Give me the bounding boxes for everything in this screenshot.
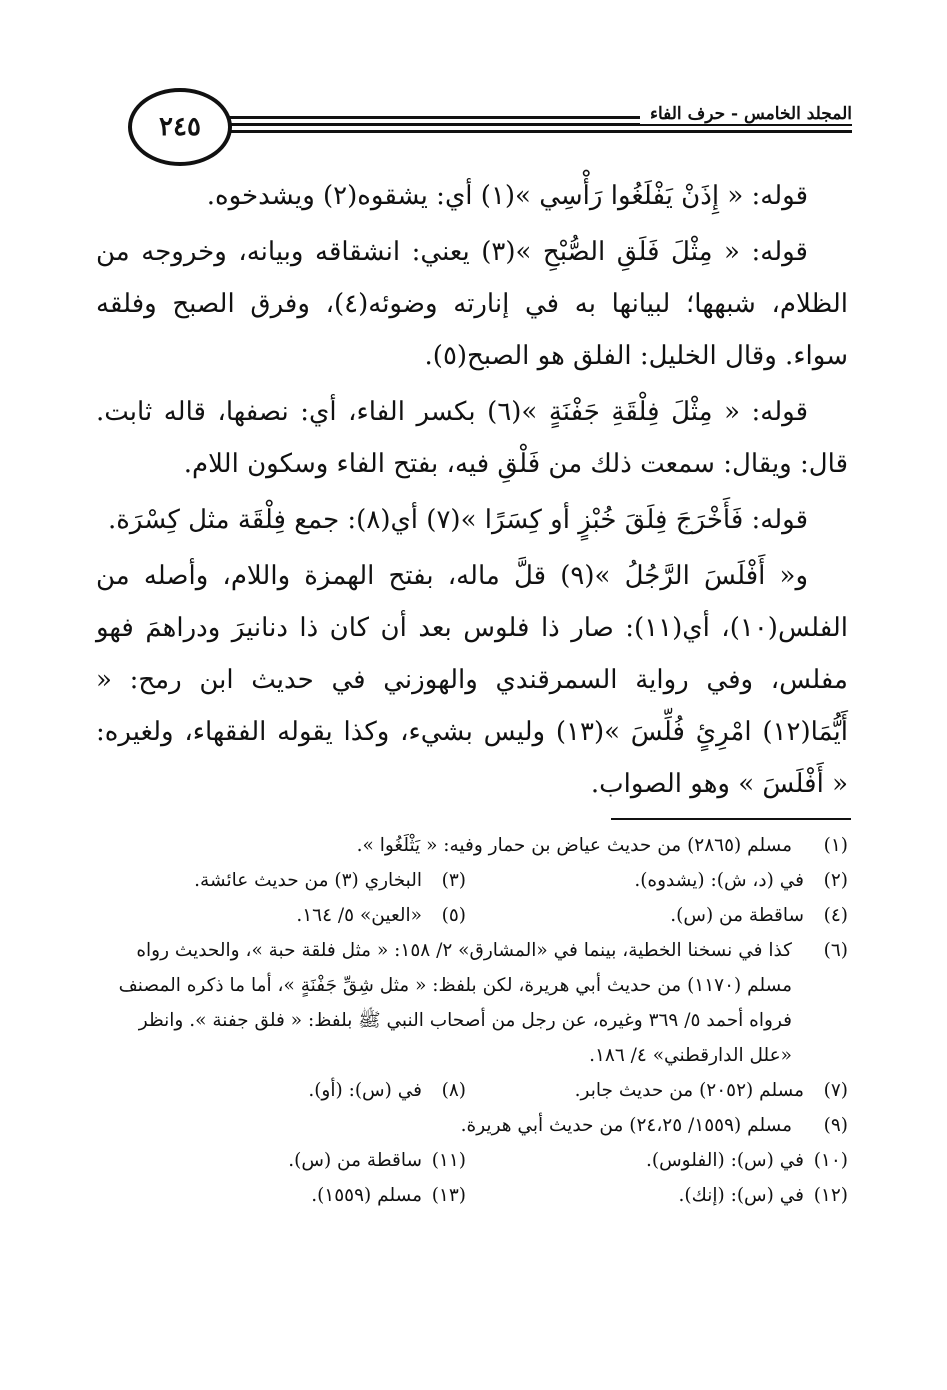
footnote-text: مسلم (٢٠٥٢) من حديث جابر. [574,1080,804,1101]
footnote-text: ساقطة من (س). [288,1150,422,1171]
footnote-number: (١١) [431,1150,466,1171]
footnote-text: ساقطة من (س). [670,905,804,926]
footnote [96,828,848,863]
running-header: المجلد الخامس - حرف الفاء [640,104,852,124]
footnote-number: (٩) [823,1115,848,1136]
footnote-number: (٣) [441,870,466,891]
footnote [96,933,848,1073]
footnote-number: (٧) [823,1080,848,1101]
main-text [96,170,848,814]
footnote-pair [96,863,848,898]
footnote-number: (١٠) [813,1150,848,1171]
page-number: ٢٤٥ [128,88,232,166]
footnote-number: (٢) [823,870,848,891]
paragraph: قوله: « إِذَنْ يَفْلَغُوا رَأْسِي »(١) أي: يشقوه(٢) ويشدخوه. [206,181,808,211]
footnote-number: (١٢) [813,1185,848,1206]
footnote-number: (٨) [441,1080,466,1101]
footnote-number: (٤) [823,905,848,926]
footnote-text: كذا في نسخنا الخطية، بينما في «المشارق» ٢/ ١٥٨: « مثل فلقة حبة »، والحديث رواه مسلم (١١٧٠) من حديث أبي هريرة، لكن بلفظ: « مثل شِقِّ جَفْنَةٍ »، أما ما ذكره المصنف فرواه أحمد ٥/ ٣٦٩ وغيره، عن رجل من أصحاب النبي ﷺ بلفظ: « فلق جفنة ». وانظر «علل الدارقطني» ٤/ ١٨٦. [118,940,792,1066]
footnote [96,1108,848,1143]
footnote-number: (١٣) [431,1185,466,1206]
footnote-divider [611,818,851,820]
paragraph: قوله: « مِثْلَ فِلْقَةِ جَفْنَةٍ »(٦) بكسر الفاء، أي: نصفها، قاله ثابت. قال: ويقال: سمعت ذلك من فَلْقِ فيه، بفتح الفاء وسكون اللام. [96,397,848,479]
footnote-text: مسلم (٢٨٦٥) من حديث عياض بن حمار وفيه: « يَثْلَغُوا ». [356,835,792,856]
footnote-text: في (س): (الفلوس). [646,1150,804,1171]
footnotes [96,828,848,1213]
paragraph: قوله: فَأَخْرَجَ فِلَقَ خُبْزٍ أو كِسَرًا »(٧) أي(٨): جمع فِلْقَة مثل كِسْرَة. [108,505,808,535]
paragraph: قوله: « مِثْلَ فَلَقِ الصُّبْحِ »(٣) يعني: انشقاقه وبيانه، وخروجه من الظلام، شبهها؛ لبيانها به في إنارته وضوئه(٤)، وفرق الصبح وفلقه سواء. وقال الخليل: الفلق هو الصبح(٥). [96,237,848,371]
footnote-pair [96,1073,848,1108]
footnote-pair [96,898,848,933]
footnote-pair [96,1178,848,1213]
footnote-text: في (س): (إنك). [678,1185,804,1206]
footnote-text: مسلم (١٥٥٩). [311,1185,422,1206]
paragraph: و« أَفْلَسَ الرَّجُلُ »(٩) قلَّ ماله، بفتح الهمزة واللام، وأصله من الفلس(١٠)، أي(١١): صار ذا فلوس بعد أن كان ذا دنانيرَ ودراهمَ فهو مفلس، وفي رواية السمرقندي والهوزني في حديث ابن رمح: « أَيُّمَا(١٢) امْرِئٍ فُلِّسَ »(١٣) وليس بشيء، وكذا يقوله الفقهاء، ولغيره: « أَفْلَسَ » وهو الصواب. [96,561,848,799]
page-header [100,86,852,166]
footnote-number: (٥) [441,905,466,926]
footnote-text: مسلم (١٥٥٩/ ٢٤،٢٥) من حديث أبي هريرة. [460,1115,792,1136]
header-rule [220,130,852,133]
footnote-pair [96,1143,848,1178]
footnote-number: (١) [823,835,848,856]
footnote-text: في (س): (أو). [308,1080,422,1101]
footnote-text: «العين» ٥/ ١٦٤. [296,905,422,926]
footnote-number: (٦) [823,940,848,961]
footnote-text: في (د، ش): (يشدوه). [634,870,804,891]
footnote-text: البخاري (٣) من حديث عائشة. [194,870,422,891]
